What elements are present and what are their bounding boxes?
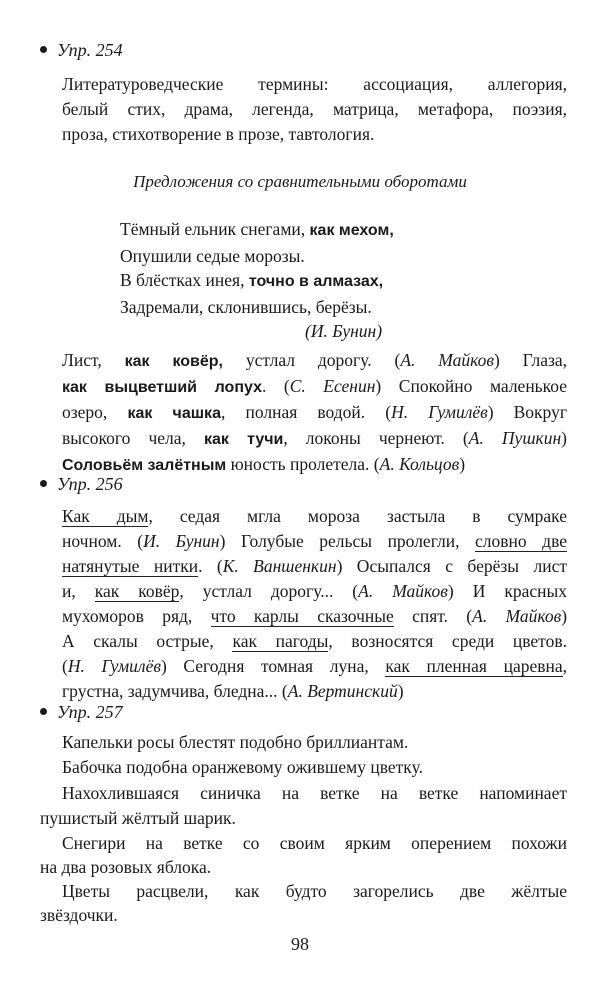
examples-paragraph (62, 348, 567, 478)
text-line: Капельки росы блестят подобно бриллиантам. (62, 732, 409, 752)
text-line: как выцветший лопух. (С. Есенин) Спокойно маленькое (62, 376, 568, 396)
exercise-257-s4 (62, 831, 567, 856)
poem-line: Опушили седые морозы. (120, 245, 305, 266)
exercise-254-heading: Упр. 254 (40, 40, 123, 61)
text-line: высокого чела, как тучи, локоны чернеют. (А. Пушкин) (62, 428, 567, 448)
text-line: пушистый жёлтый шарик. (40, 808, 236, 828)
exercise-254-text (62, 72, 567, 147)
poem-author: (И. Бунин) (305, 321, 383, 341)
text-line: грустна, задумчива, бледна... (А. Вертинский) (62, 681, 404, 701)
bullet-icon (40, 46, 47, 53)
text-line: белый стих, драма, легенда, матрица, метафора, поэзия, (62, 99, 567, 119)
exercise-257-s5 (62, 879, 567, 904)
text-line: озеро, как чашка, полная водой. (Н. Гумилёв) Вокруг (62, 402, 568, 422)
poem-line: Задремали, склонившись, берёзы. (120, 296, 372, 317)
page-number: 98 (291, 934, 309, 954)
section-title: Предложения со сравнительными оборотами (133, 172, 467, 191)
text-line: Как дым, седая мгла мороза застыла в сумраке (62, 506, 567, 526)
exercise-257-s5-cont (40, 903, 545, 928)
text-line: мухоморов ряд, что карлы сказочные спят. (А. Майков) (62, 606, 568, 626)
text-line: Соловьём залётным юность пролетела. (А. Кольцов) (62, 454, 466, 474)
text-line: Снегири на ветке со своим ярким оперением похожи (62, 833, 567, 853)
text-line: Цветы расцвели, как будто загорелись две жёлтые (62, 881, 567, 901)
text-line: Бабочка подобна оранжевому ожившему цветку. (62, 757, 423, 777)
bullet-icon (40, 480, 47, 487)
text-line: и, как ковёр, устлал дорогу... (А. Майков) И красных (62, 581, 567, 601)
exercise-257-heading: Упр. 257 (40, 702, 123, 723)
text-line: на два розовых яблока. (40, 857, 212, 877)
text-line: ночном. (И. Бунин) Голубые рельсы пролегли, словно две (62, 531, 567, 551)
exercise-257-s2 (62, 755, 567, 780)
exercise-257-s3 (62, 781, 567, 806)
poem (120, 217, 394, 344)
bullet-icon (40, 708, 47, 715)
poem-line: В блёстках инея, точно в алмазах, (120, 270, 384, 290)
exercise-257-s1 (62, 730, 567, 755)
exercise-256-heading: Упр. 256 (40, 474, 123, 495)
text-line: А скалы острые, как пагоды, возносятся среди цветов. (62, 631, 567, 651)
text-line: Лист, как ковёр, устлал дорогу. (А. Майков) Глаза, (62, 350, 568, 370)
text-line: натянутые нитки. (К. Ваншенкин) Осыпался с берёзы лист (62, 556, 567, 576)
text-line: проза, стихотворение в прозе, тавтология. (62, 124, 375, 144)
exercise-256-text (62, 504, 567, 704)
text-line: Нахохлившаяся синичка на ветке на ветке напоминает (62, 783, 567, 803)
text-line: звёздочки. (40, 905, 118, 925)
exercise-257-s4-cont (40, 855, 545, 880)
poem-line: Тёмный ельник снегами, как мехом, (120, 219, 394, 239)
text-line: (Н. Гумилёв) Сегодня томная луна, как пленная царевна, (62, 656, 567, 676)
text-line: Литературоведческие термины: ассоциация, аллегория, (62, 74, 567, 94)
exercise-257-s3-cont (40, 806, 545, 831)
